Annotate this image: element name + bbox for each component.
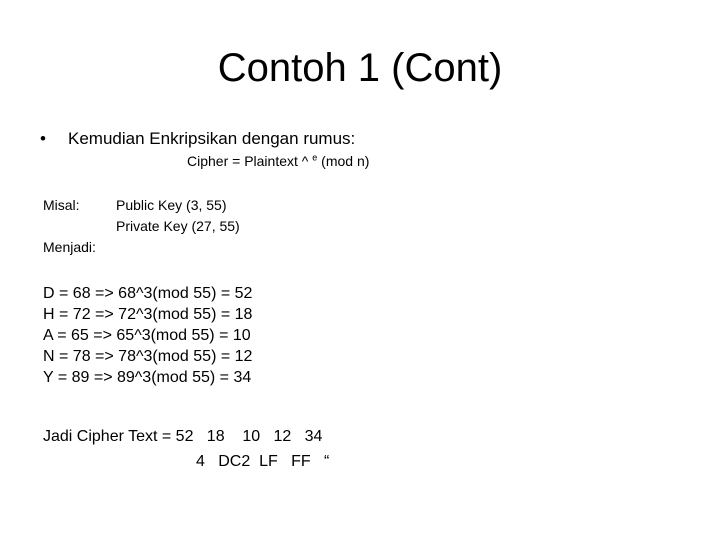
bullet-text: Kemudian Enkripsikan dengan rumus: xyxy=(68,129,356,148)
calculation-line: H = 72 => 72^3(mod 55) = 18 xyxy=(43,306,253,323)
cipher-text-line: Jadi Cipher Text = 52 18 10 12 34 xyxy=(43,428,323,445)
calculation-line: Y = 89 => 89^3(mod 55) = 34 xyxy=(43,369,252,386)
public-key-text: Public Key (3, 55) xyxy=(116,197,227,213)
formula-prefix: Cipher = Plaintext ^ xyxy=(187,153,313,169)
formula-suffix: (mod n) xyxy=(317,153,370,169)
bullet-item xyxy=(40,128,355,150)
encryption-formula xyxy=(187,152,369,170)
slide-title: Contoh 1 (Cont) xyxy=(217,46,503,90)
private-key-text: Private Key (27, 55) xyxy=(116,218,240,234)
menjadi-label: Menjadi: xyxy=(43,239,96,255)
calculation-line: A = 65 => 65^3(mod 55) = 10 xyxy=(43,327,251,344)
calculation-line: D = 68 => 68^3(mod 55) = 52 xyxy=(43,285,253,302)
misal-label: Misal: xyxy=(43,197,80,213)
calculation-line: N = 78 => 78^3(mod 55) = 12 xyxy=(43,348,253,365)
calculation-list xyxy=(43,283,252,388)
formula-exponent: e xyxy=(312,152,318,163)
cipher-chars-line: 4 DC2 LF FF “ xyxy=(196,453,330,470)
bullet-marker: • xyxy=(40,129,46,148)
